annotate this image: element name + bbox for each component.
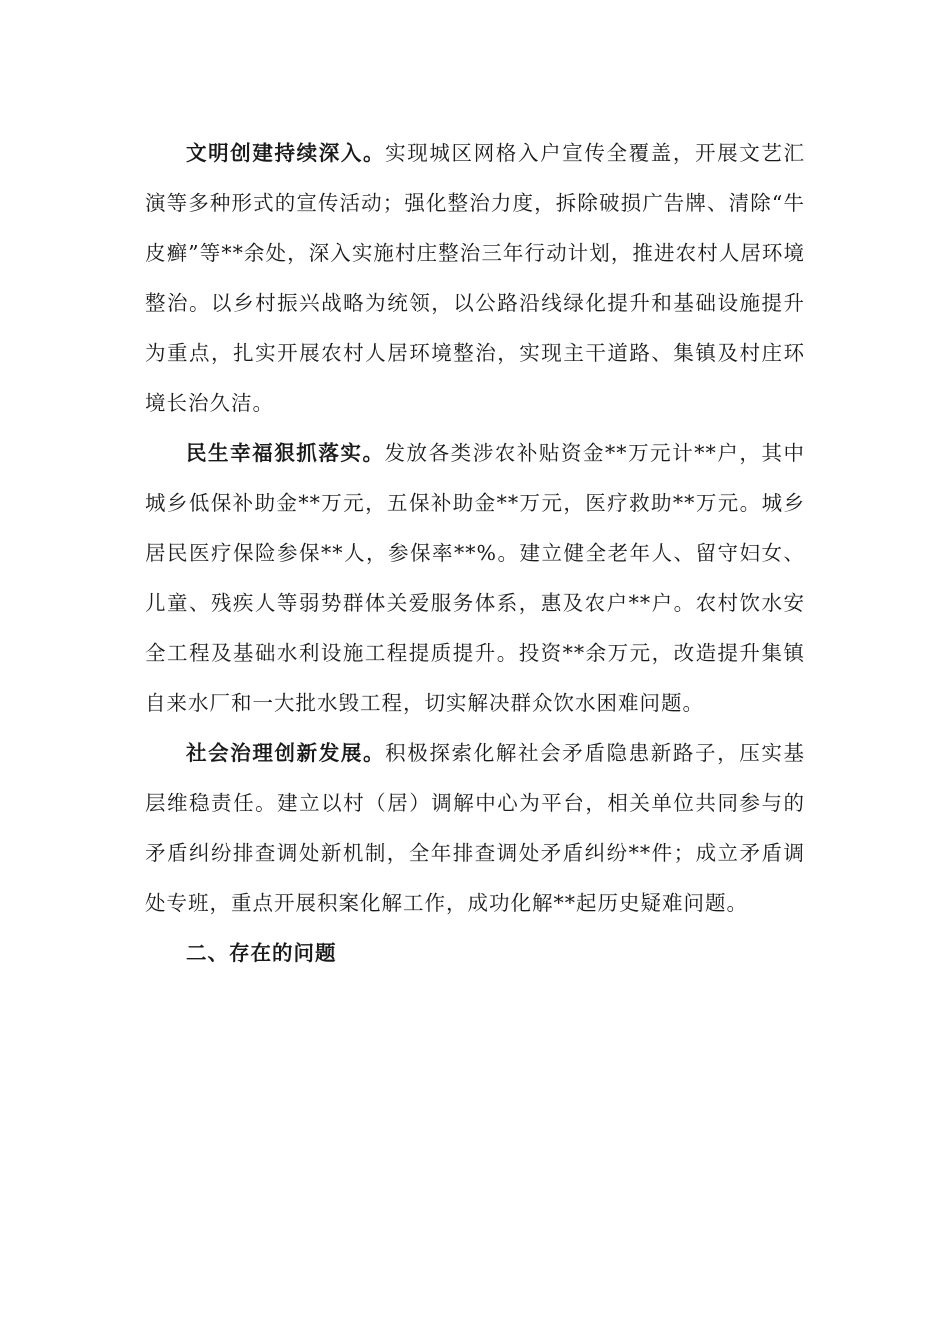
- paragraph-livelihood: [145, 428, 805, 728]
- paragraph-text: 积极探索化解社会矛盾隐患新路子，压实基层维稳责任。建立以村（居）调解中心为平台，相关单位共同参与的矛盾纠纷排查调处新机制，全年排查调处矛盾纠纷**件；成立矛盾调处专班，重点开展积案化解工作，成功化解**起历史疑难问题。: [145, 741, 806, 915]
- section-heading: 二、存在的问题: [186, 941, 337, 965]
- paragraph-text: 发放各类涉农补贴资金**万元计**户，其中城乡低保补助金**万元，五保补助金**万元，医疗救助**万元。城乡居民医疗保险参保**人，参保率**%。建立健全老年人、留守妇女、儿童、残疾人等弱势群体关爱服务体系，惠及农户**户。农村饮水安全工程及基础水利设施工程提质提升。投资**余万元，改造提升集镇自来水厂和一大批水毁工程，切实解决群众饮水困难问题。: [145, 441, 805, 715]
- paragraph-lead: 民生幸福狠抓落实。: [186, 441, 385, 465]
- paragraph-civilization: [145, 128, 805, 428]
- paragraph-text: 实现城区网格入户宣传全覆盖，开展文艺汇演等多种形式的宣传活动；强化整治力度，拆除破损广告牌、清除“牛皮癣”等**余处，深入实施村庄整治三年行动计划，推进农村人居环境整治。以乡村振兴战略为统领，以公路沿线绿化提升和基础设施提升为重点，扎实开展农村人居环境整治，实现主干道路、集镇及村庄环境长治久洁。: [145, 141, 806, 415]
- paragraph-lead: 社会治理创新发展。: [186, 741, 386, 765]
- document-body: [145, 128, 805, 978]
- paragraph-lead: 文明创建持续深入。: [186, 141, 386, 165]
- paragraph-governance: [145, 728, 805, 928]
